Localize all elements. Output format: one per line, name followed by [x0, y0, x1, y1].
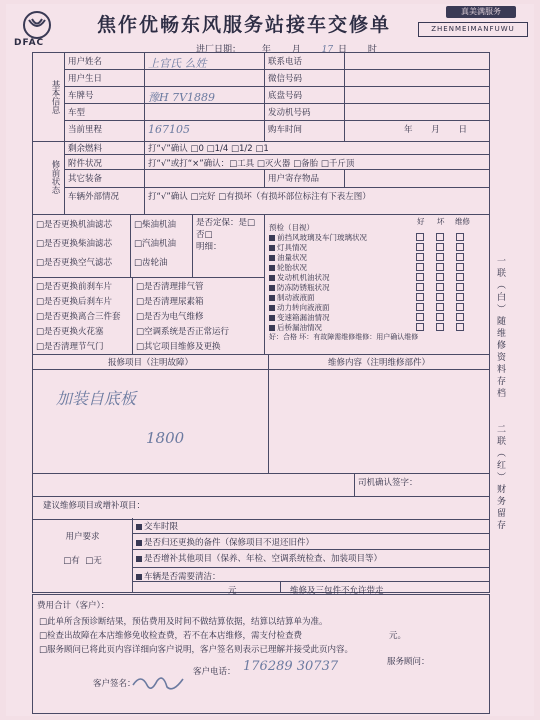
req-return-label: 是否归还更换的备件（保修项目不退还旧件） — [144, 538, 315, 548]
inspect-label: 灯具情况 — [277, 243, 307, 252]
side-copy-1: 一联（白）随维修资料存档 — [495, 256, 505, 400]
chassis-label: 底盘号码 — [265, 87, 345, 104]
filter-air[interactable]: □是否更换空气滤芯 — [36, 258, 113, 268]
electrical[interactable]: □是否为电气维修 — [136, 312, 204, 322]
repair-header: 维修 — [455, 217, 470, 226]
note-1: □此单所含预诊断结果，预估费用及时间不做结算依据，结算以结算单为准。 — [39, 617, 328, 627]
form-sheet — [6, 4, 534, 716]
req-add[interactable] — [133, 550, 489, 568]
other-value[interactable] — [145, 170, 265, 188]
req-return[interactable] — [133, 534, 489, 550]
brand-sub: ZHENMEIMANFUWU — [418, 22, 528, 37]
inspect-label: 变速箱漏油情况 — [277, 313, 330, 322]
inspect-checkbox[interactable] — [416, 303, 424, 311]
engine-value[interactable] — [345, 104, 489, 121]
inspect-checkbox[interactable] — [456, 283, 464, 291]
other-label: 其它装备 — [65, 170, 145, 188]
inspect-checkbox[interactable] — [456, 313, 464, 321]
fixed-maint-label[interactable]: 是否定保：是□否□ — [196, 218, 256, 240]
col2 — [33, 278, 133, 354]
inspect-checkbox[interactable] — [416, 313, 424, 321]
inspect-bullet-icon — [269, 235, 275, 241]
inspect-checkbox[interactable] — [436, 263, 444, 271]
inspect-label: 轮胎状况 — [277, 263, 307, 272]
inspect-label: 防冻防锈瓶状况 — [277, 283, 330, 292]
throttle[interactable]: □是否清理节气门 — [36, 342, 104, 352]
plate-value: 豫H 7V1889 — [145, 87, 265, 104]
inspect-checkbox[interactable] — [436, 323, 444, 331]
oil-diesel[interactable]: □柴油机油 — [134, 220, 177, 230]
inspect-checkbox[interactable] — [416, 283, 424, 291]
front-pads[interactable]: □是否更换前刹车片 — [36, 282, 113, 292]
purchase-month: 月 — [431, 125, 440, 135]
filter-oil[interactable]: □是否更换机油滤芯 — [36, 220, 113, 230]
page-title: 焦作优畅东风服务站接车交修单 — [96, 14, 391, 36]
cust-phone-label[interactable]: 客户电话： — [193, 667, 236, 677]
inspect-bullet-icon — [269, 245, 275, 251]
date-label: 进厂日期： — [196, 45, 242, 55]
fixed-maint — [193, 214, 265, 278]
request-table — [32, 518, 490, 593]
pre-section-label: 修前状态 — [33, 140, 65, 214]
wechat-value[interactable] — [345, 70, 489, 87]
inspect-row[interactable] — [269, 292, 485, 302]
inspect-label: 前挡风玻璃及车门玻璃状况 — [277, 233, 367, 242]
content-body[interactable] — [269, 370, 489, 474]
purchase-label: 购车时间 — [265, 121, 345, 141]
hand-item: 加装自底板 — [56, 389, 137, 408]
purchase-day: 日 — [458, 125, 467, 135]
owner-value: 上官氏 么姓 — [145, 53, 265, 70]
owner-label: 用户姓名 — [65, 53, 145, 70]
fuel-options[interactable]: 打“√”确认 □0 □1/4 □1/2 □1 — [145, 140, 489, 155]
advisor-label[interactable]: 服务顾问： — [387, 657, 430, 667]
inspect-bullet-icon — [269, 255, 275, 261]
req-unit — [133, 582, 281, 592]
wechat-label: 微信号码 — [265, 70, 345, 87]
phone-value[interactable] — [345, 53, 489, 70]
cust-sign-label[interactable]: 客户签名： — [93, 679, 136, 689]
inspect-checkbox[interactable] — [456, 273, 464, 281]
detail-label: 明细： — [196, 242, 222, 252]
bad-header: 坏 — [437, 217, 445, 226]
chassis-value[interactable] — [345, 87, 489, 104]
basic-section-label: 基本信息 — [33, 53, 65, 141]
urea[interactable]: □是否清理尿素箱 — [136, 297, 204, 307]
inspect-checkbox[interactable] — [436, 273, 444, 281]
inspect-label: 发动机机油状况 — [277, 273, 330, 282]
inspect-row[interactable] — [269, 232, 485, 242]
good-header: 好 — [417, 217, 425, 226]
inspect-bullet-icon — [269, 325, 275, 331]
model-value[interactable] — [145, 104, 265, 121]
hand-price: 1800 — [146, 429, 185, 447]
phone-label: 联系电话 — [265, 53, 345, 70]
inspect-bullet-icon — [269, 305, 275, 311]
exterior-label: 车辆外部情况 — [65, 188, 145, 214]
inspect-bullet-icon — [269, 265, 275, 271]
fuel-label: 剩余燃料 — [65, 140, 145, 155]
cust-phone-hand: 176289 30737 — [243, 659, 339, 674]
fee-unit: 元。 — [389, 631, 407, 641]
birthday-label: 用户生日 — [65, 70, 145, 87]
birthday-value[interactable] — [145, 70, 265, 87]
inspect-checkbox[interactable] — [436, 303, 444, 311]
date-day-hand: 17 — [321, 45, 334, 55]
suggest-label[interactable]: 建议维修项目或增补项目： — [43, 501, 146, 511]
clutch-kit[interactable]: □是否更换离合三件套 — [36, 312, 121, 322]
basic-info-table — [32, 52, 490, 142]
inspect-checkbox[interactable] — [456, 253, 464, 261]
req-deadline[interactable] — [133, 518, 489, 534]
date-hour: 时 — [367, 45, 377, 55]
inspect-bullet-icon — [269, 315, 275, 321]
inspect-checkbox[interactable] — [436, 243, 444, 251]
req-unit-text: 元 — [228, 586, 237, 596]
mileage-value: 167105 — [145, 121, 265, 141]
inspect-row[interactable] — [269, 262, 485, 272]
inspect-title: 预检（目视） — [269, 223, 314, 232]
inspect-checkbox[interactable] — [416, 243, 424, 251]
items-label: 用户寄存物品 — [265, 170, 345, 188]
col3 — [133, 278, 265, 354]
inspect-checkbox[interactable] — [416, 253, 424, 261]
req-clean-label: 车辆是否需要清洁： — [144, 572, 221, 582]
exterior-options[interactable]: 打“√”确认 □完好 □有损坏（有损坏部位标注有下表左图） — [148, 192, 371, 202]
request-no[interactable]: □无 — [85, 556, 102, 566]
model-label: 车型 — [65, 104, 145, 121]
oil-gear[interactable]: □齿轮油 — [134, 258, 168, 268]
inspect-label: 动力转向液液面 — [277, 303, 330, 312]
inspect-checkbox[interactable] — [456, 303, 464, 311]
inspect-checkbox[interactable] — [416, 263, 424, 271]
note-2: □检查出故障在本店维修免收检查费，若不在本店维修，需支付检查费 — [39, 631, 303, 641]
inspect-row[interactable] — [269, 282, 485, 292]
oil-petrol[interactable]: □汽油机油 — [134, 239, 177, 249]
brand-badge: 真美满服务 — [446, 6, 516, 18]
notes — [39, 615, 353, 657]
inspect-checkbox[interactable] — [416, 233, 424, 241]
engine-label: 发动机号码 — [265, 104, 345, 121]
inspection-panel — [265, 214, 489, 354]
driver-sign[interactable]: 司机确认签字： — [358, 478, 418, 488]
date-day: 日 — [338, 45, 348, 55]
inspect-bullet-icon — [269, 285, 275, 291]
plate-label: 车牌号 — [65, 87, 145, 104]
inspect-checkbox[interactable] — [416, 293, 424, 301]
warranty-note: 维修及三包件不允许带走 — [290, 586, 384, 596]
inspect-checkbox[interactable] — [436, 293, 444, 301]
inspect-row[interactable] — [269, 312, 485, 322]
content-header: 维修内容（注明维修部件） — [269, 354, 489, 370]
req-add-label: 是否增补其他项目（保养、年检、空调系统检查、加装项目等） — [144, 554, 383, 564]
inspect-label: 油量状况 — [277, 253, 307, 262]
attach-options[interactable]: 打“√”或打“×”确认：□工具 □灭火器 □备胎 □千斤顶 — [145, 155, 489, 170]
mileage-label: 当前里程 — [65, 121, 145, 141]
request-label — [33, 518, 133, 592]
report-body[interactable] — [33, 370, 269, 474]
inspect-checkbox[interactable] — [456, 243, 464, 251]
inspect-checkbox[interactable] — [436, 313, 444, 321]
request-yes[interactable]: □有 — [63, 556, 80, 566]
inspect-checkbox[interactable] — [456, 293, 464, 301]
inspect-row[interactable] — [269, 242, 485, 252]
oil-col — [131, 214, 193, 278]
rear-pads[interactable]: □是否更换后刹车片 — [36, 297, 113, 307]
inspect-checkbox[interactable] — [416, 273, 424, 281]
inspect-row[interactable] — [269, 302, 485, 312]
logo-text: DFAC — [14, 38, 45, 48]
date-month: 月 — [291, 45, 301, 55]
inspect-checkbox[interactable] — [436, 283, 444, 291]
driver-sign-left — [33, 474, 355, 496]
inspect-checkbox[interactable] — [416, 323, 424, 331]
purchase-year: 年 — [404, 125, 413, 135]
suggest-row — [32, 496, 490, 520]
req-clean[interactable] — [133, 568, 489, 582]
req-deadline-label: 交车时限 — [144, 522, 179, 532]
other-items[interactable]: □其它项目维修及更换 — [136, 342, 221, 352]
inspect-label: 制动液液面 — [277, 293, 315, 302]
inspect-bullet-icon — [269, 295, 275, 301]
signature-icon — [129, 671, 189, 695]
inspect-checkbox[interactable] — [436, 233, 444, 241]
fee-label[interactable]: 费用合计（客户）： — [37, 601, 110, 611]
report-header: 报修项目（注明故障） — [33, 354, 269, 370]
repair-table — [32, 354, 490, 497]
brand-block — [410, 6, 528, 42]
items-value[interactable] — [345, 170, 489, 188]
inspect-label: 后桥漏油情况 — [277, 323, 322, 332]
inspect-checkbox[interactable] — [456, 323, 464, 331]
date-year: 年 — [261, 45, 271, 55]
pre-status-table — [32, 140, 490, 215]
purchase-value[interactable] — [345, 121, 489, 141]
filter-diesel[interactable]: □是否更换柴油滤芯 — [36, 239, 113, 249]
inspect-bullet-icon — [269, 275, 275, 281]
request-title: 用户要求 — [65, 532, 100, 542]
filter-col — [33, 214, 131, 278]
dfac-logo-icon — [20, 10, 54, 40]
inspect-checkbox[interactable] — [456, 263, 464, 271]
inspect-row[interactable] — [269, 322, 485, 332]
footer-table — [32, 594, 490, 714]
side-copy-2: 二联（红）财务留存 — [495, 424, 505, 532]
inspect-checkbox[interactable] — [456, 233, 464, 241]
note-3: □服务顾问已将此页内容详细向客户说明，客户签名则表示已理解并接受此页内容。 — [39, 645, 354, 655]
inspect-note: 好：合格 坏：有故障需维修维修：用户确认维修 — [269, 333, 419, 341]
inspect-row[interactable] — [269, 272, 485, 282]
attach-label: 附件状况 — [65, 155, 145, 170]
inspect-checkbox[interactable] — [436, 253, 444, 261]
inspect-row[interactable] — [269, 252, 485, 262]
checks-table — [32, 214, 490, 355]
ac-system[interactable]: □空调系统是否正常运行 — [136, 327, 230, 337]
spark-plug[interactable]: □是否更换火花塞 — [36, 327, 104, 337]
exhaust[interactable]: □是否清理排气管 — [136, 282, 204, 292]
